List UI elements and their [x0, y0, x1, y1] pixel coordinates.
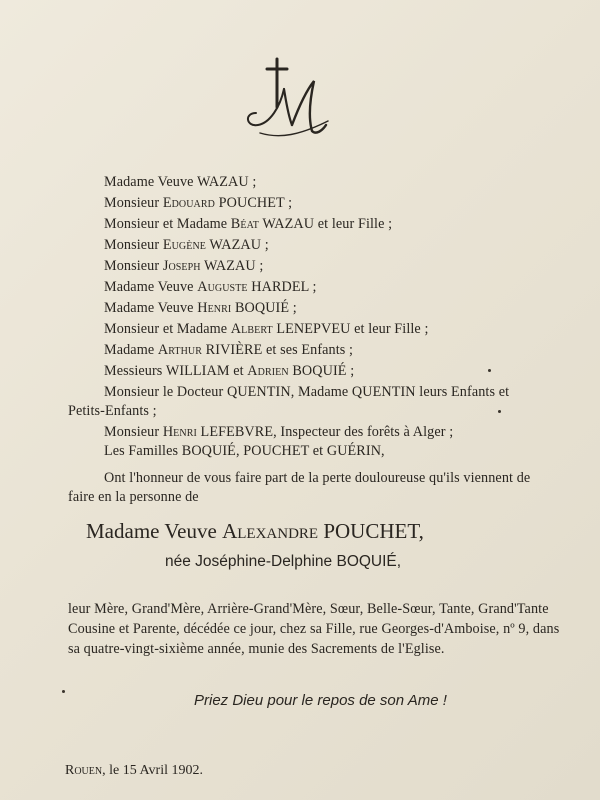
details-line-2: Cousine et Parente, décédée ce jour, chez sa Fille, rue Georges-d'Amboise, nº 9, dans	[68, 621, 560, 637]
family-line-3: Monsieur et Madame Béat WAZAU et leur Fille ;	[104, 216, 393, 232]
family-line-10: Messieurs WILLIAM et Adrien BOQUIÉ ;	[104, 363, 355, 379]
family-line-1: Madame Veuve WAZAU ;	[104, 174, 257, 190]
family-line-9: Madame Arthur RIVIÈRE et ses Enfants ;	[104, 342, 354, 358]
family-line-11: Monsieur le Docteur QUENTIN, Madame QUENTIN leurs Enfants et	[104, 384, 510, 400]
details-line-3: sa quatre-vingt-sixième année, munie des Sacrements de l'Eglise.	[68, 641, 445, 657]
family-line-14: Les Familles BOQUIÉ, POUCHET et GUÉRIN,	[104, 443, 385, 459]
paper-speck	[488, 369, 491, 372]
prayer-line: Priez Dieu pour le repos de son Ame !	[194, 692, 447, 709]
family-line-8: Monsieur et Madame Albert LENEPVEU et leur Fille ;	[104, 321, 429, 337]
paper-speck	[498, 410, 501, 413]
family-line-6: Madame Veuve Auguste HARDEL ;	[104, 279, 317, 295]
date-line: Rouen, le 15 Avril 1902.	[65, 763, 203, 778]
family-line-5: Monsieur Joseph WAZAU ;	[104, 258, 264, 274]
announcement-line-1: Ont l'honneur de vous faire part de la perte douloureuse qu'ils viennent de	[104, 470, 531, 486]
family-line-12: Petits-Enfants ;	[68, 403, 157, 419]
deceased-name: Madame Veuve Alexandre POUCHET,	[86, 519, 424, 543]
details-line-1: leur Mère, Grand'Mère, Arrière-Grand'Mère, Sœur, Belle-Sœur, Tante, Grand'Tante	[68, 601, 549, 617]
paper-speck	[62, 690, 65, 693]
announcement-line-2: faire en la personne de	[68, 489, 199, 505]
family-line-13: Monsieur Henri LEFEBVRE, Inspecteur des forêts à Alger ;	[104, 424, 454, 440]
maiden-name: née Joséphine-Delphine BOQUIÉ,	[165, 553, 402, 570]
cross-monogram-icon	[240, 55, 340, 140]
family-line-7: Madame Veuve Henri BOQUIÉ ;	[104, 300, 297, 316]
family-line-4: Monsieur Eugène WAZAU ;	[104, 237, 269, 253]
family-line-2: Monsieur Edouard POUCHET ;	[104, 195, 293, 211]
